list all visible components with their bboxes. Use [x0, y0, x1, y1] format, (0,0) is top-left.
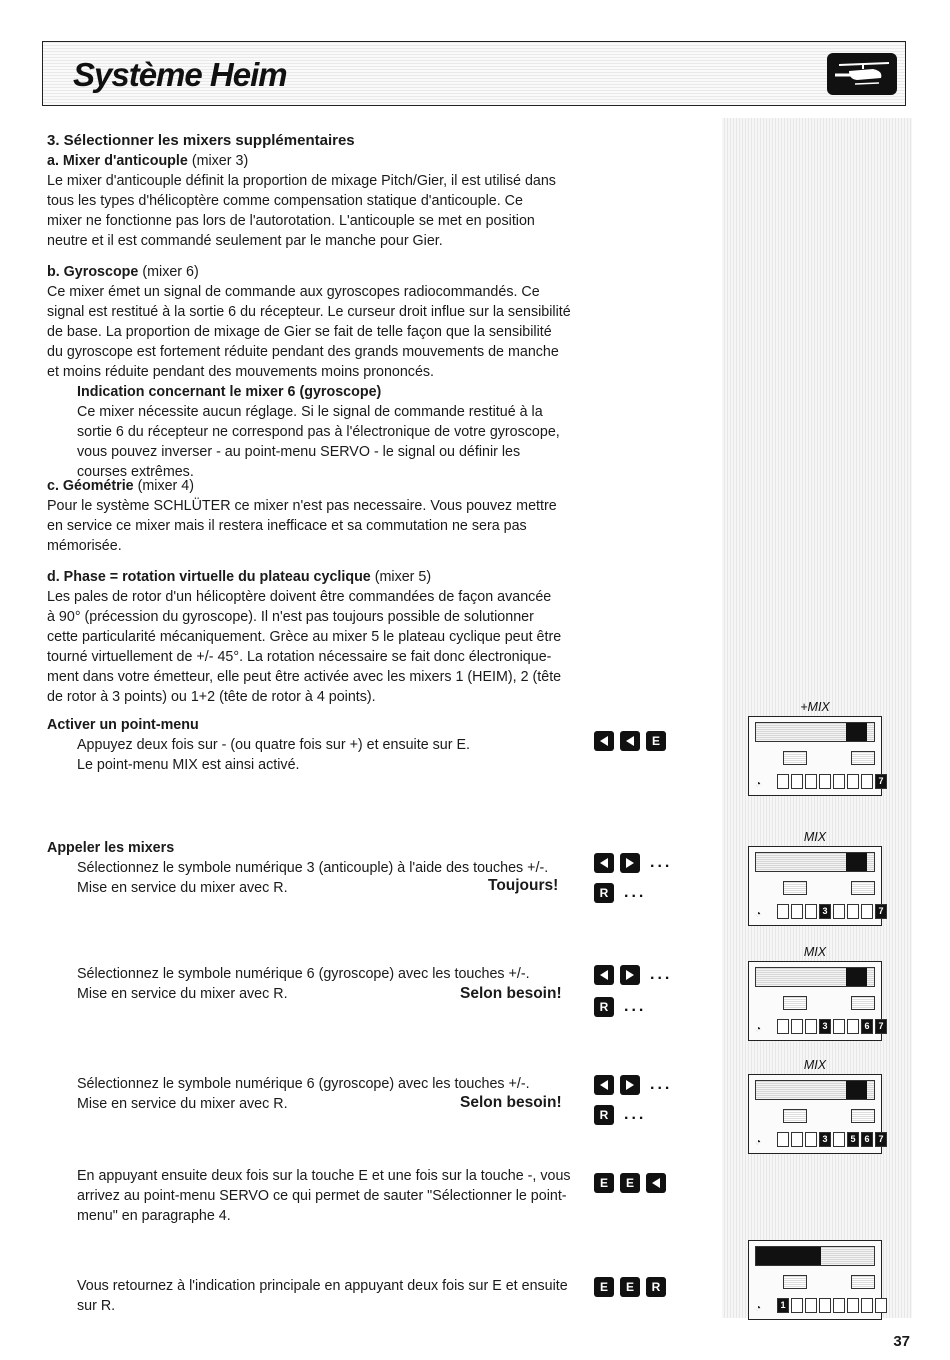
subsection-c-suffix: (mixer 4) [133, 478, 194, 494]
lcd-mixer-cell [819, 1298, 831, 1313]
page-title: Système Heim [73, 56, 287, 93]
subsection-b-line: signal est restitué à la sortie 6 du récepteur. Le curseur droit influe sur la sensibilité [47, 304, 571, 320]
subsection-d-suffix: (mixer 5) [370, 569, 432, 585]
lcd-mixer-cell [861, 904, 873, 919]
lcd-mixer-cell [861, 1298, 873, 1313]
activate-title: Activer un point-menu [47, 717, 199, 733]
subsection-a-line: tous les types d'hélicoptère comme compensation statique d'anticouple. Ce [47, 193, 523, 209]
minus-key-icon [594, 853, 614, 873]
knob-icon: ◔ [755, 779, 762, 790]
return-line: sur R. [77, 1298, 116, 1314]
lcd-mixer-cell [805, 774, 817, 789]
key-sequence [594, 1172, 666, 1194]
lcd-mixer-cell: 3 [819, 1019, 831, 1034]
knob-icon: ◔ [755, 1137, 762, 1148]
subsection-d-line: à 90° (précession du gyroscope). Il n'est pas toujours possible de solutionner [47, 609, 534, 625]
lcd-mixer-cell [861, 774, 873, 789]
subsection-d-line: de rotor à 3 points) ou 1+2 (tête de rotor à 4 points). [47, 689, 376, 705]
call-mixers-title: Appeler les mixers [47, 840, 175, 856]
step-line: Mise en service du mixer avec R. [77, 880, 288, 896]
step-line: Sélectionnez le symbole numérique 6 (gyroscope) avec les touches +/-. [77, 1076, 530, 1092]
r-key-icon: R [594, 1105, 614, 1125]
lcd-panel [748, 830, 882, 926]
subsection-d-line: cette particularité mécaniquement. Grèce au mixer 5 le plateau cyclique peut être [47, 629, 562, 645]
subsection-a-line: mixer ne fonctionne pas lors de l'autorotation. L'anticouple se met en position [47, 213, 535, 229]
key-sequence [594, 852, 672, 874]
key-sequence [594, 730, 666, 752]
lcd-panel [748, 945, 882, 1041]
lcd-mixer-cell: 6 [861, 1132, 873, 1147]
key-sequence [594, 964, 672, 986]
lcd-bar-fill [846, 723, 867, 741]
key-sequence [594, 1104, 646, 1126]
servo-line: menu" en paragraphe 4. [77, 1208, 231, 1224]
lcd-panel-label: MIX [803, 1058, 827, 1072]
lcd-indicator-box [783, 1275, 807, 1289]
lcd-mixer-cell [791, 1132, 803, 1147]
gyroscope-note-title: Indication concernant le mixer 6 (gyroscope) [77, 384, 382, 400]
subsection-a-line: Le mixer d'anticouple définit la proportion de mixage Pitch/Gier, il est utilisé dans [47, 173, 556, 189]
lcd-mixer-cells [777, 774, 887, 789]
lcd-bar-fill [756, 1247, 821, 1265]
gyroscope-note-line: courses extrêmes. [77, 464, 194, 480]
lcd-mixer-cell: 7 [875, 774, 887, 789]
lcd-screen [748, 961, 882, 1041]
lcd-mixer-cell [833, 1132, 845, 1147]
lcd-mixer-cell [805, 904, 817, 919]
subsection-c-title: c. Géométrie [47, 478, 134, 494]
subsection-d-line: Les pales de rotor d'un hélicoptère doivent être commandées de façon avancée [47, 589, 552, 605]
e-key-icon: E [594, 1173, 614, 1193]
ellipsis: ... [624, 1106, 647, 1123]
lcd-mixer-cell [833, 1019, 845, 1034]
return-line: Vous retournez à l'indication principale en appuyant deux fois sur E et ensuite [77, 1278, 568, 1294]
lcd-mixer-cells [777, 1298, 887, 1313]
lcd-mixer-cell [777, 1132, 789, 1147]
subsection-a-suffix: (mixer 3) [187, 153, 249, 169]
lcd-mixer-cell [875, 1298, 887, 1313]
lcd-indicator-box [851, 1275, 875, 1289]
step-line: Mise en service du mixer avec R. [77, 986, 288, 1002]
lcd-bar-graph [755, 1080, 875, 1100]
lcd-mixer-cell [833, 1298, 845, 1313]
lcd-mixer-cell [805, 1132, 817, 1147]
subsection-b-line: de base. La proportion de mixage de Gier se fait de telle façon que la sensibilité [47, 324, 552, 340]
step-line: Mise en service du mixer avec R. [77, 1096, 288, 1112]
r-key-icon: R [594, 997, 614, 1017]
lcd-mixer-cell [791, 1298, 803, 1313]
e-key-icon: E [620, 1277, 640, 1297]
minus-key-icon [620, 731, 640, 751]
step-note: Selon besoin! [460, 1094, 562, 1111]
knob-icon: ◔ [755, 909, 762, 920]
step-line: Sélectionnez le symbole numérique 3 (anticouple) à l'aide des touches +/-. [77, 860, 549, 876]
lcd-screen [748, 716, 882, 796]
lcd-mixer-cell [791, 774, 803, 789]
step-note: Toujours! [488, 877, 559, 894]
activate-line: Appuyez deux fois sur - (ou quatre fois sur +) et ensuite sur E. [77, 737, 470, 753]
gyroscope-note-line: Ce mixer nécessite aucun réglage. Si le signal de commande restitué à la [77, 404, 543, 420]
subsection-c-line: mémorisée. [47, 538, 122, 554]
lcd-mixer-cell: 3 [819, 1132, 831, 1147]
lcd-panel [748, 1224, 882, 1320]
subsection-b-line: du gyroscope est fortement réduite pendant des grands mouvements de manche [47, 344, 559, 360]
lcd-bar-fill [846, 968, 867, 986]
lcd-mixer-cells [777, 1132, 887, 1147]
subsection-a-title: a. Mixer d'anticouple [47, 153, 188, 169]
plus-key-icon [620, 853, 640, 873]
lcd-mixer-cell [805, 1298, 817, 1313]
minus-key-icon [646, 1173, 666, 1193]
key-sequence [594, 882, 646, 904]
lcd-mixer-cell [777, 904, 789, 919]
lcd-mixer-cell: 6 [861, 1019, 873, 1034]
minus-key-icon [594, 731, 614, 751]
lcd-mixer-cell: 7 [875, 1132, 887, 1147]
e-key-icon: E [620, 1173, 640, 1193]
lcd-mixer-cell [833, 774, 845, 789]
lcd-mixer-cell [833, 904, 845, 919]
lcd-screen [748, 1074, 882, 1154]
lcd-indicator-box [783, 1109, 807, 1123]
e-key-icon: E [646, 731, 666, 751]
lcd-bar-graph [755, 852, 875, 872]
lcd-mixer-cell [777, 774, 789, 789]
key-sequence [594, 1276, 666, 1298]
lcd-bar-fill [846, 853, 867, 871]
plus-key-icon [620, 1075, 640, 1095]
helicopter-icon [827, 53, 897, 95]
lcd-indicator-box [851, 881, 875, 895]
lcd-panel-label [748, 1224, 882, 1240]
lcd-mixer-cell [847, 904, 859, 919]
activate-line: Le point-menu MIX est ainsi activé. [77, 757, 300, 773]
key-sequence [594, 996, 646, 1018]
subsection-d-line: ment dans votre émetteur, elle peut être activée avec les mixers 1 (HEIM), 2 (tête [47, 669, 562, 685]
lcd-indicator-box [851, 751, 875, 765]
lcd-mixer-cell: 5 [847, 1132, 859, 1147]
lcd-panel-label: MIX [803, 830, 827, 844]
subsection-b-line: Ce mixer émet un signal de commande aux gyroscopes radiocommandés. Ce [47, 284, 540, 300]
subsection-b-suffix: (mixer 6) [138, 264, 199, 280]
plus-key-icon [620, 965, 640, 985]
lcd-indicator-box [783, 996, 807, 1010]
key-sequence [594, 1074, 672, 1096]
lcd-panel-label: MIX [803, 945, 827, 959]
subsection-a-line: neutre et il est commandé seulement par le manche pour Gier. [47, 233, 443, 249]
knob-icon: ◔ [755, 1024, 762, 1035]
lcd-indicator-box [851, 996, 875, 1010]
step-line: Sélectionnez le symbole numérique 6 (gyroscope) avec les touches +/-. [77, 966, 530, 982]
knob-icon: ◔ [755, 1303, 762, 1314]
servo-line: En appuyant ensuite deux fois sur la touche E et une fois sur la touche -, vous [77, 1168, 571, 1184]
lcd-screen [748, 846, 882, 926]
lcd-mixer-cell: 1 [777, 1298, 789, 1313]
lcd-bar-graph [755, 722, 875, 742]
ellipsis: ... [650, 854, 673, 871]
servo-line: arrivez au point-menu SERVO ce qui permet de sauter "Sélectionner le point- [77, 1188, 567, 1204]
gyroscope-note-line: vous pouvez inverser - au point-menu SERVO - le signal ou définir les [77, 444, 521, 460]
lcd-mixer-cell: 3 [819, 904, 831, 919]
subsection-b-title: b. Gyroscope [47, 264, 139, 280]
gyroscope-note-line: sortie 6 du récepteur ne correspond pas à l'électronique de votre gyroscope, [77, 424, 560, 440]
lcd-indicator-box [783, 751, 807, 765]
subsection-c-line: Pour le système SCHLÜTER ce mixer n'est pas necessaire. Vous pouvez mettre [47, 498, 557, 514]
lcd-indicator-box [851, 1109, 875, 1123]
lcd-mixer-cells [777, 1019, 887, 1034]
lcd-screen [748, 1240, 882, 1320]
lcd-mixer-cells [777, 904, 887, 919]
subsection-d-title: d. Phase = rotation virtuelle du plateau cyclique [47, 569, 371, 585]
lcd-mixer-cell [847, 774, 859, 789]
page-header [42, 41, 906, 106]
lcd-mixer-cell [847, 1298, 859, 1313]
lcd-mixer-cell [805, 1019, 817, 1034]
lcd-mixer-cell: 7 [875, 1019, 887, 1034]
lcd-mixer-cell [819, 774, 831, 789]
ellipsis: ... [624, 884, 647, 901]
page-number: 37 [893, 1333, 910, 1350]
e-key-icon: E [594, 1277, 614, 1297]
lcd-bar-graph [755, 1246, 875, 1266]
lcd-mixer-cell [847, 1019, 859, 1034]
ellipsis: ... [624, 998, 647, 1015]
lcd-mixer-cell [791, 904, 803, 919]
section-heading: 3. Sélectionner les mixers supplémentaires [47, 132, 355, 149]
minus-key-icon [594, 1075, 614, 1095]
lcd-panel [748, 1058, 882, 1154]
lcd-mixer-cell [791, 1019, 803, 1034]
subsection-b-line: et moins réduite pendant des mouvements moins prononcés. [47, 364, 435, 380]
subsection-c-line: en service ce mixer mais il restera inefficace et sa commutation ne sera pas [47, 518, 527, 534]
step-note: Selon besoin! [460, 985, 562, 1002]
r-key-icon: R [646, 1277, 666, 1297]
subsection-d-line: tourné virtuellement de +/- 45°. La rotation nécessaire se fait donc électronique- [47, 649, 552, 665]
lcd-panel [748, 700, 882, 796]
lcd-mixer-cell [777, 1019, 789, 1034]
ellipsis: ... [650, 1076, 673, 1093]
lcd-bar-graph [755, 967, 875, 987]
lcd-mixer-cell: 7 [875, 904, 887, 919]
ellipsis: ... [650, 966, 673, 983]
lcd-bar-fill [846, 1081, 867, 1099]
r-key-icon: R [594, 883, 614, 903]
lcd-panel-label: +MIX [800, 700, 830, 714]
minus-key-icon [594, 965, 614, 985]
lcd-indicator-box [783, 881, 807, 895]
